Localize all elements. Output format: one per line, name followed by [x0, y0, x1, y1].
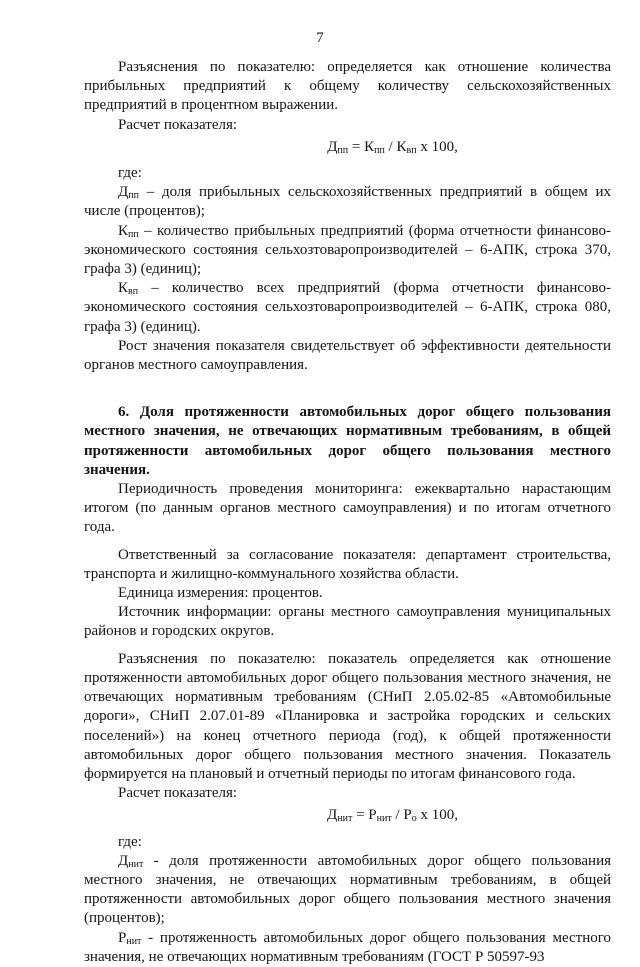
- definition-k-vp: [84, 279, 611, 337]
- formula-tail: x 100,: [416, 138, 458, 155]
- paragraph-unit: Единица измерения: процентов.: [118, 585, 323, 602]
- calc-label: Расчет показателя:: [118, 785, 238, 802]
- formula-subscript: пп: [374, 144, 385, 156]
- definition-subscript: вп: [128, 286, 139, 298]
- formula-symbol: = К: [348, 138, 375, 155]
- definition-text: – количество всех предприятий (форма отчетности финансово-экономического состояния сельхозтоваропроизводителей – 6-АПК, строка 080, графа 3) (единиц).: [84, 280, 611, 335]
- paragraph-responsible: Ответственный за согласование показателя: департамент строительства, транспорта и жилищно-коммунального хозяйства области.: [84, 546, 611, 582]
- definition-subscript: пп: [128, 228, 139, 240]
- formula-subscript: о: [411, 813, 417, 825]
- definition-r-nit: [84, 929, 611, 967]
- where-label: где:: [118, 833, 142, 850]
- definition-text: – количество прибыльных предприятий (форма отчетности финансово-экономического состояния сельхозтоваропроизводителей – 6-АПК, строка 370, графа 3) (единиц);: [84, 222, 611, 278]
- calc-label: Расчет показателя:: [118, 116, 238, 133]
- definition-d-pp: [84, 183, 611, 221]
- formula-symbol: Д: [327, 138, 338, 155]
- formula-symbol: = Р: [352, 807, 377, 824]
- formula-subscript: вп: [406, 144, 417, 156]
- formula-subscript: нит: [376, 813, 392, 825]
- definition-text: - доля протяженности автомобильных дорог общего пользования местного значения, не отвечающих нормативным требованиям, в общей протяженности автомобильных дорог общего пользования местного значения (процентов);: [84, 852, 611, 927]
- definition-symbol: Д: [118, 184, 129, 201]
- definition-symbol: Р: [118, 929, 127, 946]
- definition-symbol: Д: [118, 852, 129, 869]
- definition-symbol: К: [118, 280, 129, 297]
- definition-subscript: нит: [126, 935, 142, 947]
- definition-subscript: нит: [128, 858, 144, 870]
- page-number: 7: [316, 30, 324, 46]
- paragraph-source: Источник информации: органы местного самоуправления муниципальных районов и городских округов.: [84, 604, 611, 640]
- formula-subscript: нит: [337, 813, 353, 825]
- definition-subscript: пп: [128, 190, 139, 202]
- formula-tail: x 100,: [416, 807, 458, 824]
- formula-subscript: пп: [337, 144, 349, 156]
- paragraph-explanation-5: Разъяснения по показателю: определяется как отношение количества прибыльных предприятий к общему количеству сельскохозяйственных предприятий в процентном выражении.: [84, 59, 611, 114]
- formula-symbol: Д: [327, 807, 338, 824]
- definition-symbol: К: [118, 222, 129, 239]
- definition-k-pp: [84, 222, 611, 280]
- formula-profitable-share: [174, 138, 611, 157]
- definition-text: – доля прибыльных сельскохозяйственных предприятий в общем их числе (процентов);: [84, 184, 611, 220]
- definition-text: - протяженность автомобильных дорог общего пользования местного значения, не отвечающих нормативным требованиям (ГОСТ Р 50597-93: [84, 929, 611, 965]
- section-heading-6: 6. Доля протяженности автомобильных дорог общего пользования местного значения, не отвечающих нормативным требованиям, в общей протяженности автомобильных дорог общего пользования местного значения.: [84, 404, 611, 478]
- formula-symbol: / Р: [391, 807, 412, 824]
- paragraph-explanation-6: Разъяснения по показателю: показатель определяется как отношение протяженности автомобильных дорог общего пользования местного значения, не отвечающих нормативным требованиям (СНиП 2.05.02-85 «Автомобильные дороги», СНиП 2.07.01-89 «Планировка и застройка городских и сельских поселений») на конец отчетного периода (год), к общей протяженности автомобильных дорог общего пользования местного значения. Показатель формируется на плановый и отчетный периоды по итогам финансового года.: [84, 650, 611, 782]
- page-content: [84, 58, 611, 967]
- paragraph-periodicity: Периодичность проведения мониторинга: ежеквартально нарастающим итогом (по данным органов местного самоуправления) и по итогам отчетного года.: [84, 481, 611, 536]
- where-label: где:: [118, 165, 142, 182]
- paragraph-growth: Рост значения показателя свидетельствует об эффективности деятельности органов местного самоуправления.: [84, 337, 611, 374]
- definition-d-nit: [84, 852, 611, 929]
- formula-road-share: [174, 806, 611, 825]
- formula-symbol: / К: [384, 138, 407, 155]
